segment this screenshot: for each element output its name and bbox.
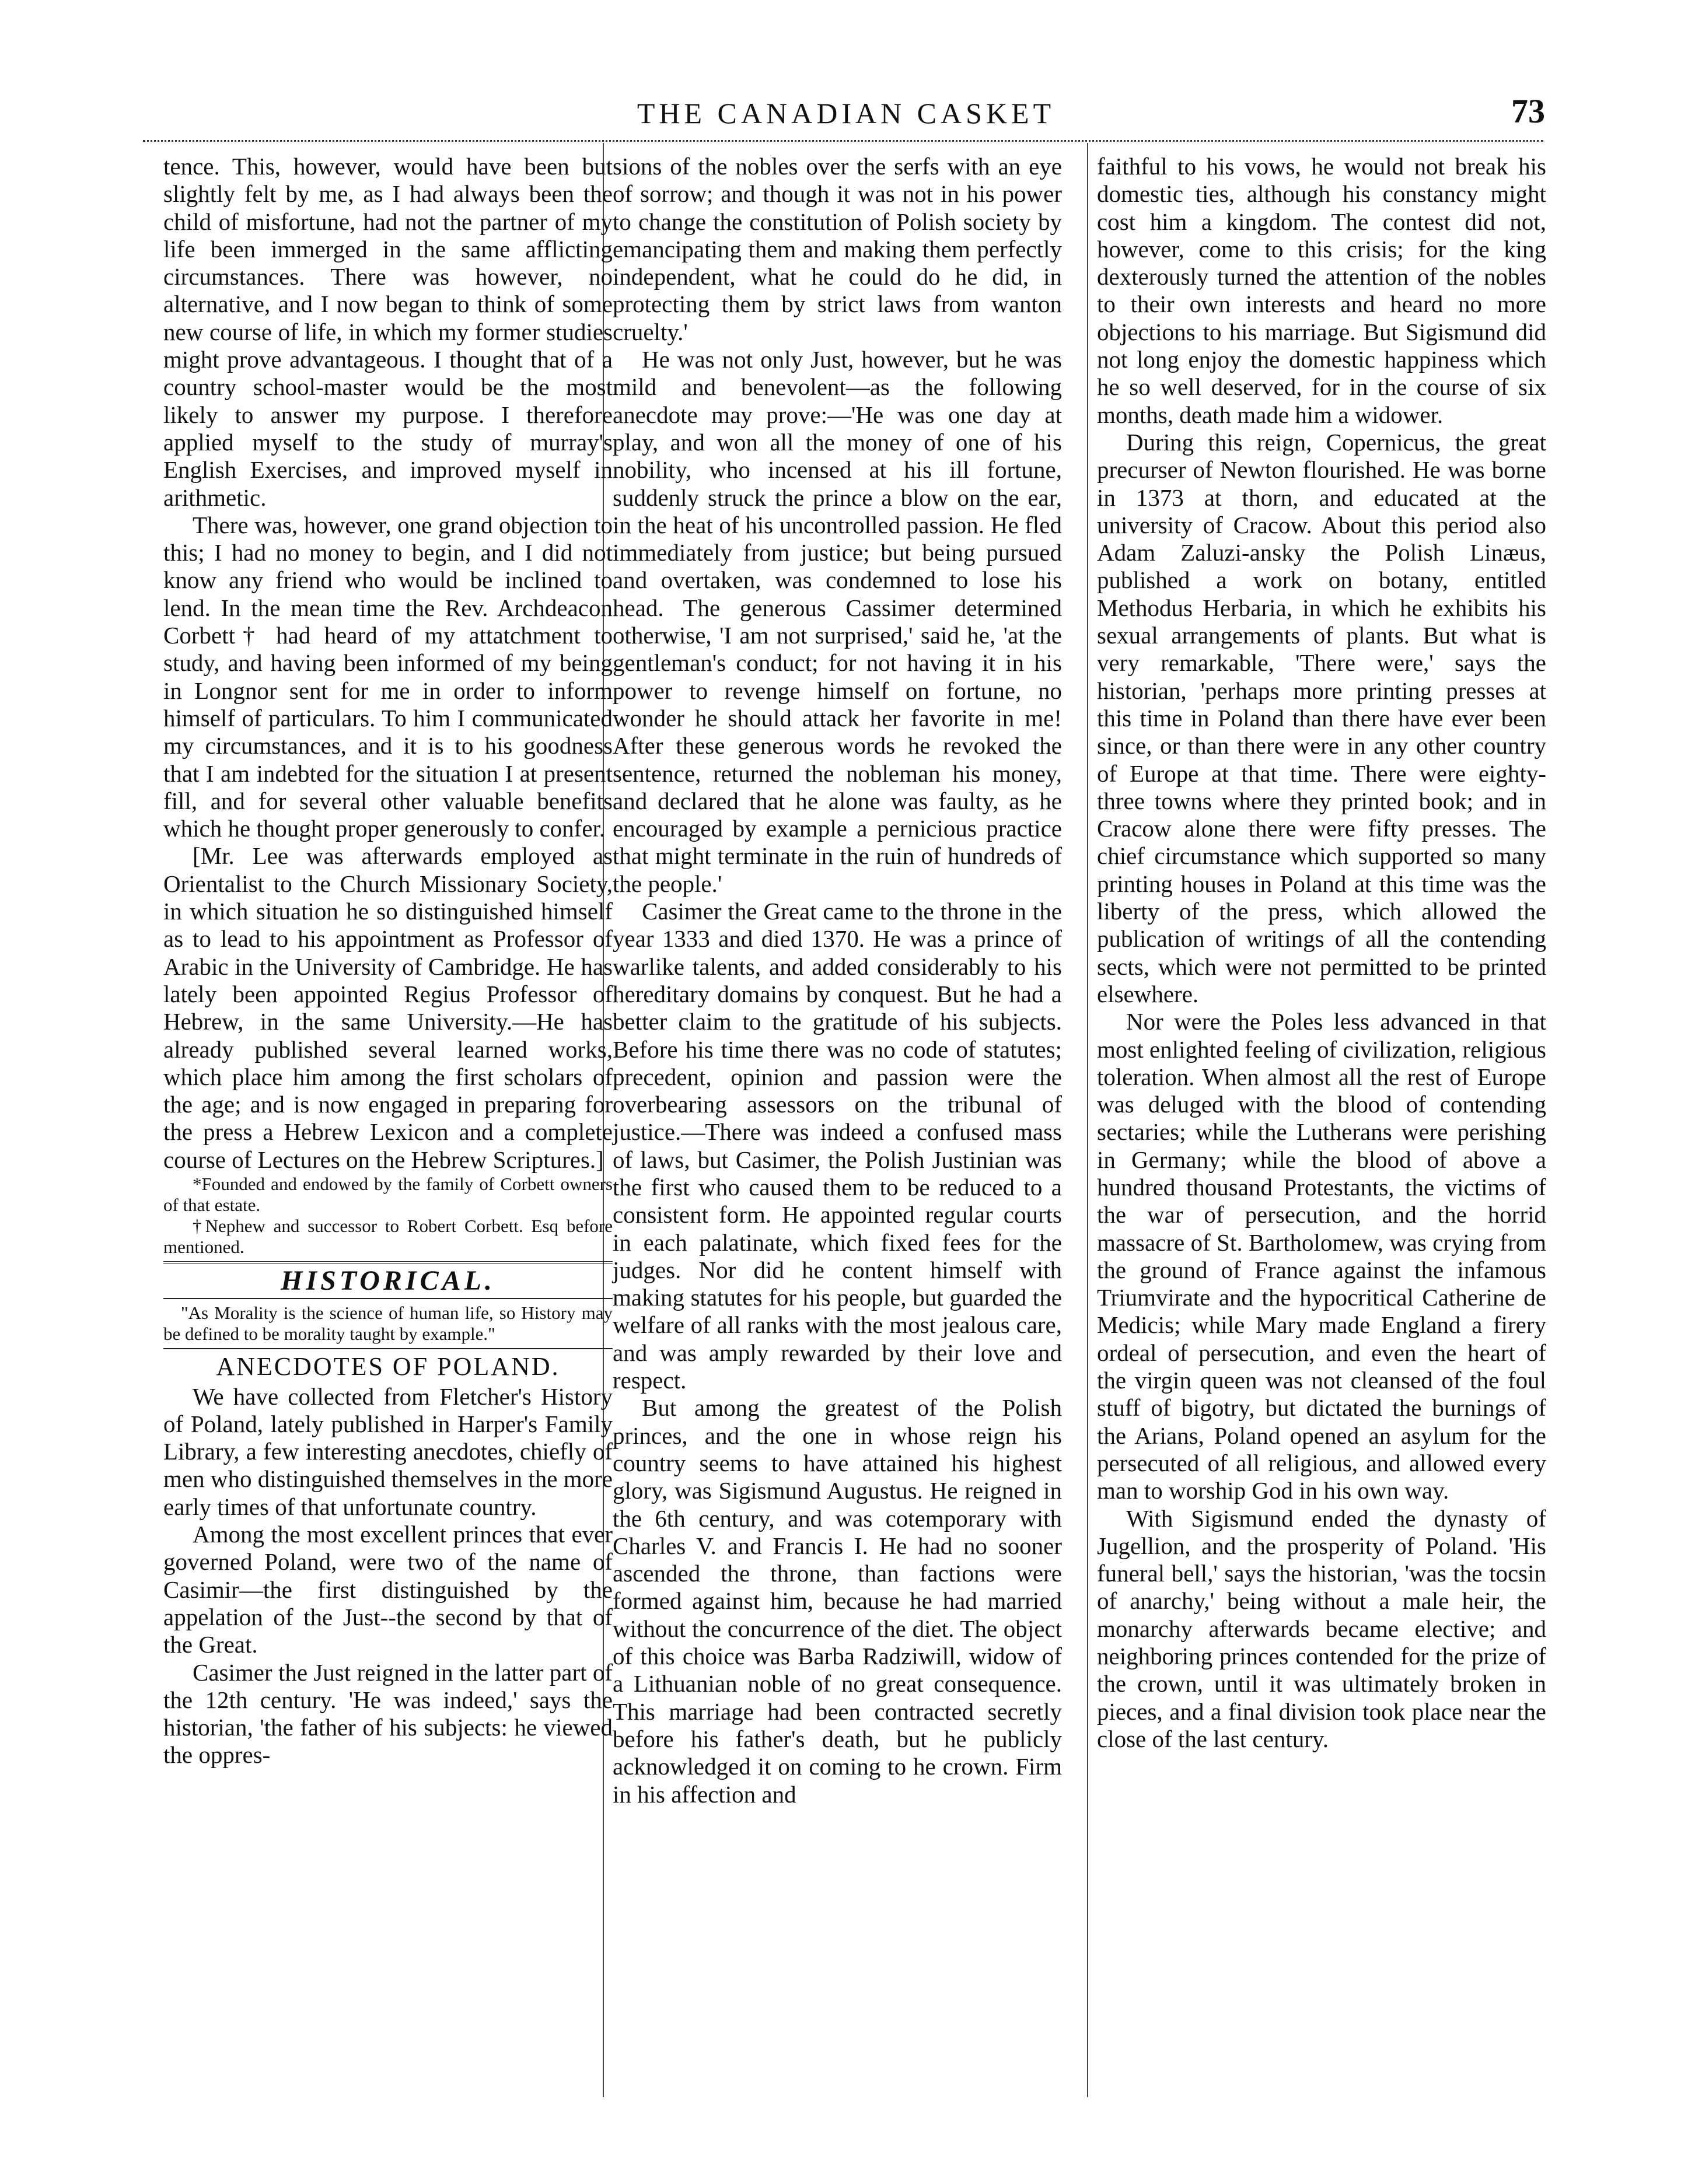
- footnote: *Founded and endowed by the family of Corbett owners of that estate.: [163, 1173, 613, 1215]
- page-number: 73: [1511, 92, 1545, 130]
- footnote: †Nephew and successor to Robert Corbett. Esq before mentioned.: [163, 1215, 613, 1257]
- paragraph: [Mr. Lee was afterwards employed as Orientalist to the Church Missionary Society, in which situation he so distinguished himself as to lead to his appointment as Professor of Arabic in the University of Cambridge. He has lately been appointed Regius Professor of Hebrew, in the same University.—He has already published several learned works, which place him among the first scholars of the age; and is now engaged in preparing for the press a Hebrew Lexicon and a complete course of Lectures on the Hebrew Scriptures.]: [163, 842, 613, 1173]
- column-2: [613, 153, 1062, 1808]
- paragraph: faithful to his vows, he would not break his domestic ties, although his constancy might cost him a kingdom. The contest did not, however, come to this crisis; for the king dexterously turned the attention of the nobles to their own interests and heard no more objections to his marriage. But Sigismund did not long enjoy the domestic happiness which he so well deserved, for in the course of six months, death made him a widower.: [1097, 153, 1546, 428]
- article-title: ANECDOTES OF POLAND.: [216, 1352, 560, 1381]
- section-rule: [163, 1261, 613, 1264]
- column-1: [163, 153, 613, 1769]
- header-rule: [143, 140, 1543, 142]
- column-divider: [1087, 143, 1088, 2097]
- paragraph: sions of the nobles over the serfs with an eye of sorrow; and though it was not in his power to change the constitution of Polish society by emancipating them and making them perfectly independent, what he could do he did, in protecting them by strict laws from wanton cruelty.': [613, 153, 1062, 345]
- paragraph: During this reign, Copernicus, the great precurser of Newton flourished. He was borne in 1373 at thorn, and educated at the university of Cracow. About this period also Adam Zaluzi-ansky the Polish Linæus, published a work on botany, entitled Methodus Herbaria, in which he exhibits his sexual arrangements of plants. But what is very remarkable, 'There were,' says the historian, 'perhaps more printing presses at this time in Poland than there have ever been since, or than there were in any other country of Europe at that time. There were eighty-three towns where they printed book; and in Cracow alone there were fifty presses. The chief circumstance which supported so many printing houses in Poland at this time was the liberty of the press, which allowed the publication of writings of all the contending sects, which were not permitted to be printed elsewhere.: [1097, 428, 1546, 1007]
- paragraph: There was, however, one grand objection to this; I had no money to begin, and I did not know any friend who would be inclined to lend. In the mean time the Rev. Archdeacon Corbett† had heard of my attatchment to study, and having been informed of my being in Longnor sent for me in order to inform himself of particulars. To him I communicated my circumstances, and it is to his goodness that I am indebted for the situation I at present fill, and for several other valuable benefits which he thought proper generously to confer.: [163, 511, 613, 842]
- paragraph: Casimer the Great came to the throne in the year 1333 and died 1370. He was a prince of warlike talents, and added considerably to his hereditary domains by conquest. But he had a better claim to the gratitude of his subjects. Before his time there was no code of statutes; precedent, opinion and passion were the overbearing assessors on the tribunal of justice.—There was indeed a confused mass of laws, but Casimer, the Polish Justinian was the first who caused them to be reduced to a consistent form. He appointed regular courts in each palatinate, which fixed fees for the judges. Nor did he content himself with making statutes for his people, but guarded the welfare of all ranks with the most jealous care, and was amply rewarded by their love and respect.: [613, 898, 1062, 1394]
- paragraph: With Sigismund ended the dynasty of Jugellion, and the prosperity of Poland. 'His funeral bell,' says the historian, 'was the tocsin of anarchy,' being without a male heir, the monarchy afterwards became elective; and neighboring princes contended for the prize of the crown, until it was ultimately broken in pieces, and a final division took place near the close of the last century.: [1097, 1504, 1546, 1752]
- section-rule: [163, 1348, 613, 1349]
- section-heading: HISTORICAL.: [281, 1265, 495, 1296]
- column-3: [1097, 153, 1546, 1753]
- paragraph: Among the most excellent princes that ever governed Poland, were two of the name of Casimir—the first distinguished by the appelation of the Just--the second by that of the Great.: [163, 1521, 613, 1658]
- paragraph: He was not only Just, however, but he was mild and benevolent—as the following anecdote may prove:—'He was one day at play, and won all the money of one of his nobility, who incensed at his ill fortune, suddenly struck the prince a blow on the ear, in the heat of his uncontrolled passion. He fled immediately from justice; but being pursued and overtaken, was condemned to lose his head. The generous Cassimer determined otherwise, 'I am not surprised,' said he, 'at the gentleman's conduct; for not having it in his power to revenge himself on fortune, no wonder he should attack her favorite in me! After these generous words he revoked the sentence, returned the nobleman his money, and declared that he alone was faulty, as he encouraged by example a pernicious practice that might terminate in the ruin of hundreds of the people.': [613, 346, 1062, 897]
- paragraph: Casimer the Just reigned in the latter part of the 12th century. 'He was indeed,' says the historian, 'the father of his subjects: he viewed the oppres-: [163, 1658, 613, 1769]
- section-rule: [163, 1298, 613, 1299]
- paragraph: Nor were the Poles less advanced in that most enlighted feeling of civilization, religious toleration. When almost all the rest of Europe was deluged with the blood of contending sectaries; while the Lutherans were perishing in Germany; while the blood of above a hundred thousand Protestants, the victims of the war of persecution, and the horrid massacre of St. Bartholomew, was crying from the ground of France against the infamous Triumvirate and the hypocritical Catherine de Medicis; while Mary made England a firery ordeal of persecution, and even the heart of the virgin queen was not cleansed of the foul stuff of bigotry, but dictated the burnings of the Arians, Poland opened an asylum for the persecuted of all religious, and allowed every man to worship God in his own way.: [1097, 1008, 1546, 1504]
- paragraph: tence. This, however, would have been but slightly felt by me, as I had always been the child of misfortune, had not the partner of my life been immerged in the same afflicting circumstances. There was however, no alternative, and I now began to think of some new course of life, in which my former studies might prove advantageous. I thought that of a country school-master would be the most likely to answer my purpose. I therefore applied myself to the study of murray's English Exercises, and improved myself in arithmetic.: [163, 153, 613, 511]
- paragraph: But among the greatest of the Polish princes, and the one in whose reign his country seems to have attained his highest glory, was Sigismund Augustus. He reigned in the 6th century, and was cotemporary with Charles V. and Francis I. He had no sooner ascended the throne, than factions were formed against him, because he had married without the concurrence of the diet. The object of this choice was Barba Radziwill, widow of a Lithuanian noble of no great consequence. This marriage had been contracted secretly before his father's death, but he publicly acknowledged it on coming to he crown. Firm in his affection and: [613, 1394, 1062, 1808]
- paragraph: We have collected from Fletcher's History of Poland, lately published in Harper's Family Library, a few interesting anecdotes, chiefly of men who distinguished themselves in the more early times of that unfortunate country.: [163, 1382, 613, 1520]
- running-title: THE CANADIAN CASKET: [637, 97, 1056, 130]
- page-header: [0, 92, 1688, 143]
- motto: "As Morality is the science of human life, so History may be defined to be morality taught by example.": [163, 1303, 613, 1345]
